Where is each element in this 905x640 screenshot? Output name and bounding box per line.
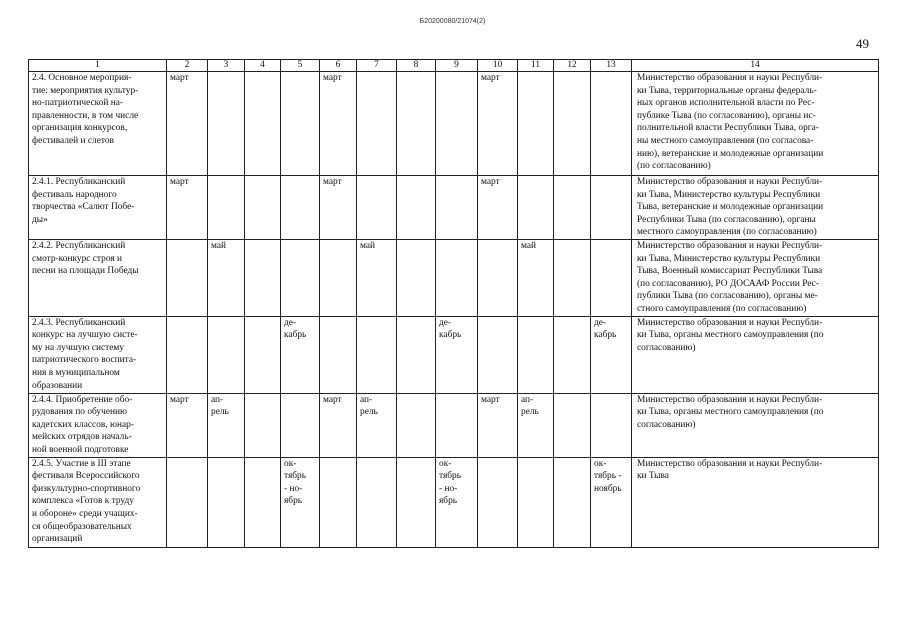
period-cell <box>320 316 357 393</box>
period-cell: май <box>208 240 245 317</box>
period-cell <box>436 176 478 240</box>
period-cell <box>245 176 281 240</box>
period-cell <box>436 393 478 457</box>
period-cell: март <box>320 176 357 240</box>
table-row <box>29 240 879 317</box>
period-cell <box>518 176 554 240</box>
period-cell <box>591 72 632 176</box>
period-cell <box>245 316 281 393</box>
period-cell <box>554 457 591 547</box>
period-cell: март <box>478 72 518 176</box>
document-code: Б20200080/21074(2) <box>419 18 486 25</box>
period-cell: ап- рель <box>208 393 245 457</box>
activity-name: 2.4.3. Республиканский конкурс на лучшую систе- му на лучшую систему патриотического воспита- ния в муниципальном образовании <box>29 316 167 393</box>
responsible-executors: Министерство образования и науки Республи- ки Тыва, органы местного самоуправления (по согласованию) <box>632 316 879 393</box>
period-cell: де- кабрь <box>591 316 632 393</box>
period-cell <box>281 176 320 240</box>
table-row <box>29 72 879 176</box>
period-cell <box>245 393 281 457</box>
period-cell <box>357 176 397 240</box>
period-cell: март <box>167 176 208 240</box>
period-cell: март <box>320 72 357 176</box>
period-cell <box>591 393 632 457</box>
period-cell: март <box>478 393 518 457</box>
period-cell <box>554 240 591 317</box>
period-cell <box>167 240 208 317</box>
table-row <box>29 457 879 547</box>
period-cell <box>397 72 436 176</box>
period-cell <box>554 72 591 176</box>
table-row <box>29 316 879 393</box>
period-cell <box>436 240 478 317</box>
period-cell: март <box>320 393 357 457</box>
period-cell <box>554 393 591 457</box>
period-cell <box>357 72 397 176</box>
period-cell: март <box>478 176 518 240</box>
period-cell <box>320 457 357 547</box>
period-cell <box>208 72 245 176</box>
period-cell: ап- рель <box>357 393 397 457</box>
period-cell <box>478 240 518 317</box>
period-cell <box>208 457 245 547</box>
col-header: 12 <box>554 60 591 72</box>
period-cell <box>281 240 320 317</box>
responsible-executors: Министерство образования и науки Республи- ки Тыва <box>632 457 879 547</box>
period-cell <box>554 176 591 240</box>
period-cell <box>397 457 436 547</box>
activity-name: 2.4. Основное мероприя- тие: мероприятия культур- но-патриотической на- правленности, в том числе организация конкурсов, фестивалей и слетов <box>29 72 167 176</box>
period-cell <box>436 72 478 176</box>
period-cell <box>167 316 208 393</box>
col-header: 4 <box>245 60 281 72</box>
col-header: 5 <box>281 60 320 72</box>
period-cell <box>357 316 397 393</box>
col-header: 6 <box>320 60 357 72</box>
activity-plan-table <box>28 59 879 548</box>
period-cell: март <box>167 72 208 176</box>
period-cell <box>208 176 245 240</box>
col-header: 11 <box>518 60 554 72</box>
responsible-executors: Министерство образования и науки Республи- ки Тыва, территориальные органы федераль- ных органов исполнительной власти по Рес- публике Тыва (по согласованию), органы ис- полнительной власти Республики Тыва, орга- ны местного самоуправления (по согласова- нию), ветеранские и молодежные организации (по согласованию) <box>632 72 879 176</box>
period-cell <box>245 72 281 176</box>
activity-name: 2.4.2. Республиканский смотр-конкурс строя и песни на площади Победы <box>29 240 167 317</box>
period-cell <box>591 176 632 240</box>
col-header: 1 <box>29 60 167 72</box>
col-header: 13 <box>591 60 632 72</box>
period-cell <box>518 316 554 393</box>
responsible-executors: Министерство образования и науки Республи- ки Тыва, Министерство культуры Республики Тыва, Военный комиссариат Республики Тыва (по согласованию), РО ДОСААФ России Рес- публики Тыва (по согласованию), органы ме- стного самоуправления (по согласованию) <box>632 240 879 317</box>
period-cell <box>245 240 281 317</box>
col-header: 14 <box>632 60 879 72</box>
period-cell: май <box>518 240 554 317</box>
period-cell <box>518 72 554 176</box>
period-cell <box>397 240 436 317</box>
period-cell: де- кабрь <box>436 316 478 393</box>
period-cell <box>281 393 320 457</box>
period-cell <box>518 457 554 547</box>
col-header: 10 <box>478 60 518 72</box>
period-cell <box>478 316 518 393</box>
period-cell <box>397 176 436 240</box>
activity-name: 2.4.1. Республиканский фестиваль народного творчества «Салют Побе- ды» <box>29 176 167 240</box>
period-cell: ок- тябрь - но- ябрь <box>436 457 478 547</box>
period-cell <box>554 316 591 393</box>
period-cell <box>478 457 518 547</box>
activity-name: 2.4.5. Участие в III этапе фестиваля Всероссийского физкультурно-спортивного комплекса «Готов к труду и обороне» среди учащих- ся общеобразовательных организаций <box>29 457 167 547</box>
period-cell: де- кабрь <box>281 316 320 393</box>
period-cell: май <box>357 240 397 317</box>
period-cell: ок- тябрь - но- ябрь <box>281 457 320 547</box>
activity-name: 2.4.4. Приобретение обо- рудования по обучению кадетских классов, юнар- мейских отрядов началь- ной военной подготовке <box>29 393 167 457</box>
responsible-executors: Министерство образования и науки Республи- ки Тыва, органы местного самоуправления (по согласованию) <box>632 393 879 457</box>
col-header: 9 <box>436 60 478 72</box>
responsible-executors: Министерство образования и науки Республи- ки Тыва, Министерство культуры Республики Тыва, ветеранские и молодежные организации Республики Тыва (по согласованию), органы местного самоуправления (по согласованию) <box>632 176 879 240</box>
page-number: 49 <box>856 36 869 51</box>
col-header: 7 <box>357 60 397 72</box>
table-row <box>29 393 879 457</box>
period-cell <box>320 240 357 317</box>
col-header: 2 <box>167 60 208 72</box>
header-row <box>29 60 879 72</box>
col-header: 8 <box>397 60 436 72</box>
period-cell <box>591 240 632 317</box>
period-cell <box>167 457 208 547</box>
period-cell: ок- тябрь - ноябрь <box>591 457 632 547</box>
period-cell: ап- рель <box>518 393 554 457</box>
period-cell <box>245 457 281 547</box>
period-cell: март <box>167 393 208 457</box>
period-cell <box>281 72 320 176</box>
period-cell <box>397 393 436 457</box>
table-row <box>29 176 879 240</box>
period-cell <box>208 316 245 393</box>
col-header: 3 <box>208 60 245 72</box>
period-cell <box>357 457 397 547</box>
period-cell <box>397 316 436 393</box>
